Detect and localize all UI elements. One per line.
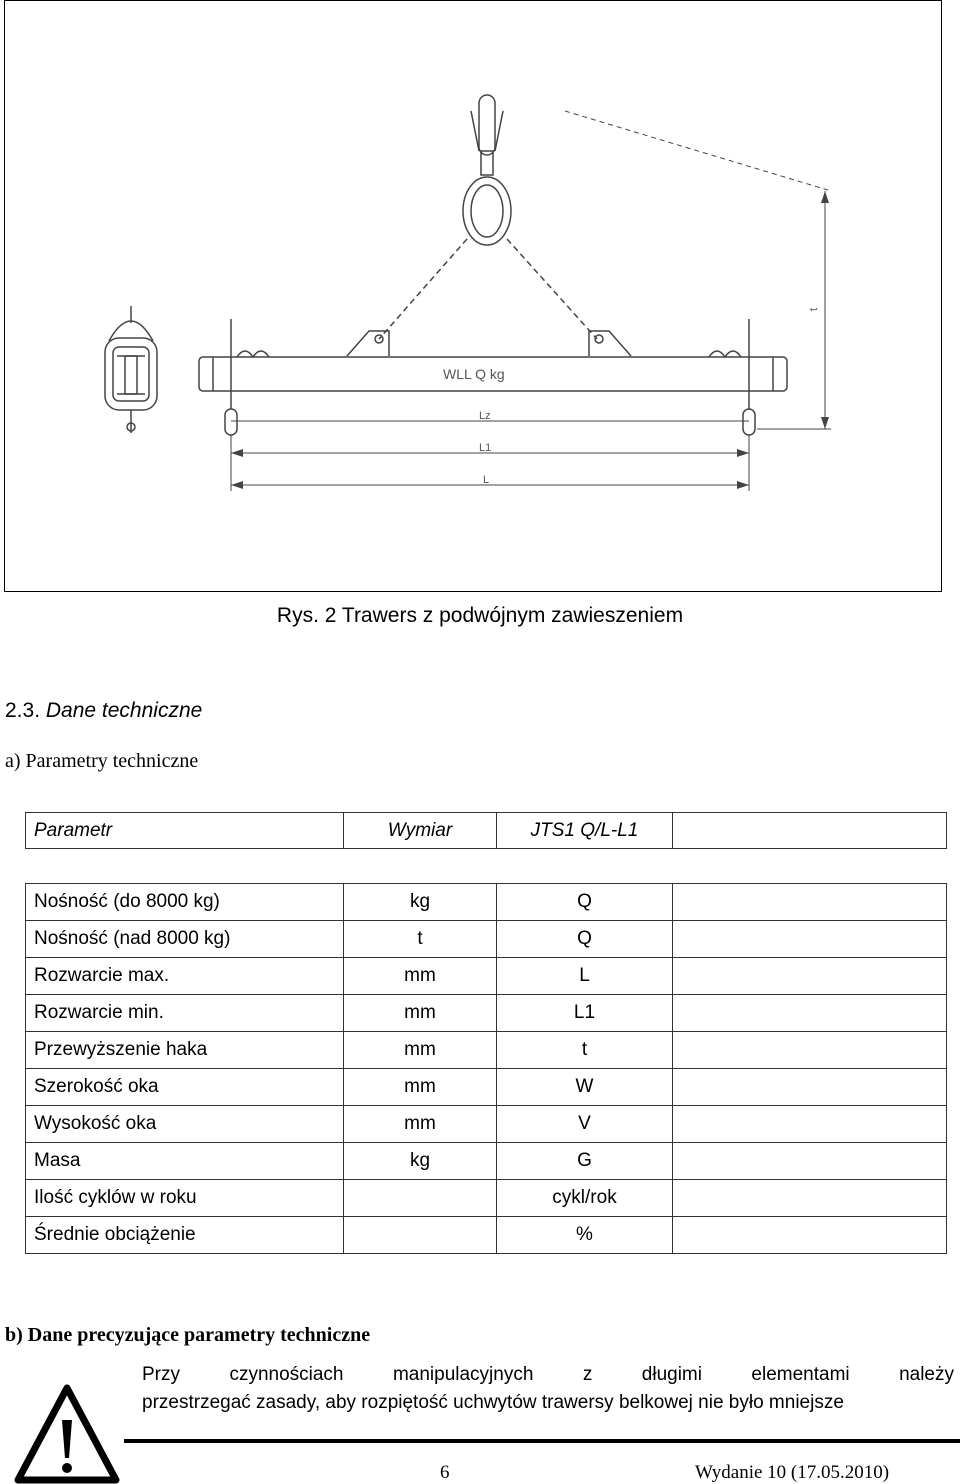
empty-cell — [673, 1143, 947, 1180]
param-cell: Ilość cyklów w roku — [26, 1180, 344, 1217]
unit-cell: mm — [344, 1069, 497, 1106]
parameters-table — [25, 883, 947, 1254]
table-row — [26, 1180, 947, 1217]
empty-cell — [673, 884, 947, 921]
param-cell: Rozwarcie min. — [26, 995, 344, 1032]
empty-cell — [673, 1106, 947, 1143]
warning-text-line-1: Przy czynnościach manipulacyjnych z długimi elementami należy — [142, 1364, 954, 1385]
header-empty-cell — [673, 813, 947, 849]
unit-cell: t — [344, 921, 497, 958]
value-cell: G — [497, 1143, 673, 1180]
table-row — [26, 1069, 947, 1106]
empty-cell — [673, 921, 947, 958]
value-cell: Q — [497, 921, 673, 958]
empty-cell — [673, 1180, 947, 1217]
drawing-t-label: t — [808, 307, 820, 311]
value-cell: cykl/rok — [497, 1180, 673, 1217]
beam-lugs — [347, 331, 631, 356]
unit-cell: mm — [344, 995, 497, 1032]
table-row — [26, 921, 947, 958]
param-cell: Szerokość oka — [26, 1069, 344, 1106]
warning-text-line-2: przestrzegać zasady, aby rozpiętość uchwytów trawersy belkowej nie było mniejsze — [142, 1392, 844, 1413]
value-cell: L — [497, 958, 673, 995]
unit-cell: kg — [344, 884, 497, 921]
spreader-beam-drawing — [5, 1, 943, 593]
warning-sign-icon — [12, 1380, 122, 1484]
table-row — [26, 1032, 947, 1069]
table-row — [26, 884, 947, 921]
technical-drawing — [4, 0, 942, 592]
value-cell: W — [497, 1069, 673, 1106]
param-cell: Nośność (nad 8000 kg) — [26, 921, 344, 958]
page-number: 6 — [440, 1462, 450, 1483]
value-cell: V — [497, 1106, 673, 1143]
empty-cell — [673, 1069, 947, 1106]
table-row — [26, 995, 947, 1032]
unit-cell — [344, 1180, 497, 1217]
parameters-header-table — [25, 812, 947, 849]
drawing-l-label: L — [483, 474, 490, 486]
param-cell: Nośność (do 8000 kg) — [26, 884, 344, 921]
header-model: JTS1 Q/L-L1 — [497, 813, 673, 849]
table-row — [26, 958, 947, 995]
empty-cell — [673, 958, 947, 995]
empty-cell — [673, 995, 947, 1032]
section-heading — [5, 699, 202, 723]
drawing-wll-label: WLL Q kg — [443, 366, 505, 382]
param-cell: Przewyższenie haka — [26, 1032, 344, 1069]
header-param: Parametr — [26, 813, 344, 849]
subsection-a-heading: a) Parametry techniczne — [5, 750, 199, 772]
drawing-l1-label: L1 — [479, 442, 492, 454]
subsection-b-heading: b) Dane precyzujące parametry techniczne — [5, 1324, 371, 1346]
slings — [379, 239, 597, 339]
param-cell: Rozwarcie max. — [26, 958, 344, 995]
dimension-lines — [231, 111, 831, 491]
unit-cell: mm — [344, 958, 497, 995]
table-row — [26, 1106, 947, 1143]
unit-cell: mm — [344, 1032, 497, 1069]
unit-cell — [344, 1217, 497, 1254]
table-row — [26, 1217, 947, 1254]
section-title: Dane techniczne — [45, 699, 203, 722]
value-cell: L1 — [497, 995, 673, 1032]
top-hook — [463, 95, 511, 245]
section-number: 2.3. — [5, 699, 41, 722]
dimension-arrows — [231, 191, 829, 489]
unit-cell: kg — [344, 1143, 497, 1180]
footer-rule — [124, 1439, 960, 1443]
param-cell: Masa — [26, 1143, 344, 1180]
figure-caption: Rys. 2 Trawers z podwójnym zawieszeniem — [276, 604, 684, 627]
drawing-lz-label: Lz — [479, 410, 491, 422]
edition-info: Wydanie 10 (17.05.2010) — [695, 1462, 890, 1483]
value-cell: % — [497, 1217, 673, 1254]
value-cell: Q — [497, 884, 673, 921]
table-row — [26, 1143, 947, 1180]
side-view — [105, 306, 157, 433]
table-header-row — [26, 813, 947, 849]
value-cell: t — [497, 1032, 673, 1069]
unit-cell: mm — [344, 1106, 497, 1143]
header-unit: Wymiar — [344, 813, 497, 849]
param-cell: Średnie obciążenie — [26, 1217, 344, 1254]
param-cell: Wysokość oka — [26, 1106, 344, 1143]
empty-cell — [673, 1032, 947, 1069]
empty-cell — [673, 1217, 947, 1254]
